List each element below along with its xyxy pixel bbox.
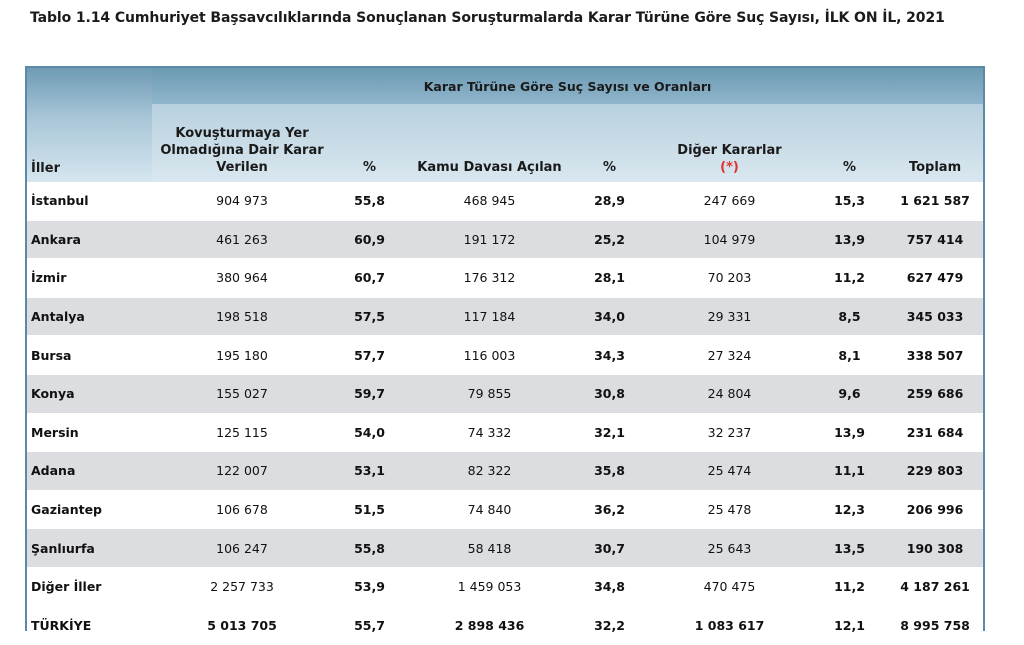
table-title: Tablo 1.14 Cumhuriyet Başsavcılıklarında Sonuçlanan Soruşturmalarda Karar Türüne Göre Suç Sayısı, İLK ON İL, 2021 [30,10,945,26]
header-toplam: Toplam [887,104,983,182]
cell-diger: 104 979 [647,220,812,259]
cell-pct-1: 53,9 [332,567,407,606]
cell-pct-2: 28,1 [572,259,647,298]
cell-kyok: 155 027 [152,374,332,413]
city: TÜRKİYE [27,606,152,645]
total-row [27,606,983,645]
cell-pct-3: 12,3 [812,490,887,529]
header-group: Karar Türüne Göre Suç Sayısı ve Oranları [152,68,983,104]
cell-diger: 25 643 [647,529,812,568]
cell-toplam: 8 995 758 [887,606,983,645]
cell-kyok: 461 263 [152,220,332,259]
table-row [27,220,983,259]
cell-kamu: 82 322 [407,452,572,491]
cell-toplam: 190 308 [887,529,983,568]
table-row [27,567,983,606]
table-row [27,413,983,452]
cell-pct-3: 8,5 [812,297,887,336]
cell-pct-3: 13,9 [812,220,887,259]
cell-toplam: 206 996 [887,490,983,529]
cell-kamu: 116 003 [407,336,572,375]
cell-pct-2: 34,8 [572,567,647,606]
cell-pct-1: 51,5 [332,490,407,529]
cell-pct-2: 28,9 [572,182,647,220]
table-row [27,297,983,336]
cell-toplam: 1 621 587 [887,182,983,220]
header-pct-1: % [332,104,407,182]
cell-pct-3: 12,1 [812,606,887,645]
city: Ankara [27,220,152,259]
cell-kyok: 380 964 [152,259,332,298]
cell-diger: 1 083 617 [647,606,812,645]
cell-pct-3: 9,6 [812,374,887,413]
cell-toplam: 259 686 [887,374,983,413]
header-pct-2: % [572,104,647,182]
city: Adana [27,452,152,491]
cell-pct-2: 32,2 [572,606,647,645]
header-diger-label: Diğer Kararlar [677,143,782,158]
table-row [27,259,983,298]
table-row [27,490,983,529]
cell-pct-1: 53,1 [332,452,407,491]
cell-pct-2: 30,8 [572,374,647,413]
table-row [27,336,983,375]
cell-pct-3: 13,9 [812,413,887,452]
city: Bursa [27,336,152,375]
table-row [27,182,983,220]
cell-kyok: 5 013 705 [152,606,332,645]
cell-kyok: 195 180 [152,336,332,375]
cell-pct-3: 15,3 [812,182,887,220]
cell-kamu: 58 418 [407,529,572,568]
cell-pct-3: 13,5 [812,529,887,568]
cell-pct-1: 57,5 [332,297,407,336]
city: Antalya [27,297,152,336]
cell-kyok: 125 115 [152,413,332,452]
header-kyok: Kovuşturmaya Yer Olmadığına Dair Karar Verilen [152,104,332,182]
cell-kamu: 74 332 [407,413,572,452]
cell-pct-2: 34,0 [572,297,647,336]
cell-kyok: 198 518 [152,297,332,336]
statistics-table [27,68,983,645]
cell-pct-1: 54,0 [332,413,407,452]
cell-diger: 70 203 [647,259,812,298]
header-kamu-davasi: Kamu Davası Açılan [407,104,572,182]
cell-pct-1: 59,7 [332,374,407,413]
cell-pct-2: 36,2 [572,490,647,529]
cell-kamu: 79 855 [407,374,572,413]
city: Mersin [27,413,152,452]
cell-diger: 24 804 [647,374,812,413]
cell-kamu: 74 840 [407,490,572,529]
cell-kyok: 106 678 [152,490,332,529]
header-iller: İller [27,68,152,182]
cell-toplam: 338 507 [887,336,983,375]
cell-kamu: 1 459 053 [407,567,572,606]
cell-pct-3: 11,2 [812,567,887,606]
cell-kyok: 2 257 733 [152,567,332,606]
cell-toplam: 757 414 [887,220,983,259]
table-body [27,182,983,645]
cell-pct-3: 8,1 [812,336,887,375]
cell-pct-1: 55,8 [332,529,407,568]
cell-toplam: 627 479 [887,259,983,298]
table-row [27,374,983,413]
city: Diğer İller [27,567,152,606]
cell-kyok: 904 973 [152,182,332,220]
cell-diger: 25 478 [647,490,812,529]
cell-pct-3: 11,1 [812,452,887,491]
cell-kyok: 106 247 [152,529,332,568]
table-row [27,452,983,491]
city: İstanbul [27,182,152,220]
cell-pct-2: 34,3 [572,336,647,375]
cell-diger: 27 324 [647,336,812,375]
cell-diger: 32 237 [647,413,812,452]
header-diger-kararlar [647,104,812,182]
statistics-table-container [25,66,985,631]
cell-diger: 247 669 [647,182,812,220]
cell-diger: 29 331 [647,297,812,336]
cell-pct-2: 35,8 [572,452,647,491]
cell-toplam: 229 803 [887,452,983,491]
cell-pct-1: 55,7 [332,606,407,645]
table-row [27,529,983,568]
cell-diger: 25 474 [647,452,812,491]
header-diger-note: (*) [720,160,739,175]
header-pct-3: % [812,104,887,182]
cell-kamu: 117 184 [407,297,572,336]
cell-toplam: 345 033 [887,297,983,336]
cell-pct-1: 55,8 [332,182,407,220]
cell-kamu: 2 898 436 [407,606,572,645]
cell-pct-3: 11,2 [812,259,887,298]
cell-kamu: 468 945 [407,182,572,220]
cell-pct-1: 57,7 [332,336,407,375]
cell-pct-2: 30,7 [572,529,647,568]
cell-toplam: 231 684 [887,413,983,452]
cell-pct-1: 60,9 [332,220,407,259]
cell-pct-1: 60,7 [332,259,407,298]
cell-kamu: 176 312 [407,259,572,298]
cell-diger: 470 475 [647,567,812,606]
city: İzmir [27,259,152,298]
cell-toplam: 4 187 261 [887,567,983,606]
city: Konya [27,374,152,413]
city: Gaziantep [27,490,152,529]
cell-pct-2: 32,1 [572,413,647,452]
cell-kyok: 122 007 [152,452,332,491]
city: Şanlıurfa [27,529,152,568]
cell-pct-2: 25,2 [572,220,647,259]
cell-kamu: 191 172 [407,220,572,259]
